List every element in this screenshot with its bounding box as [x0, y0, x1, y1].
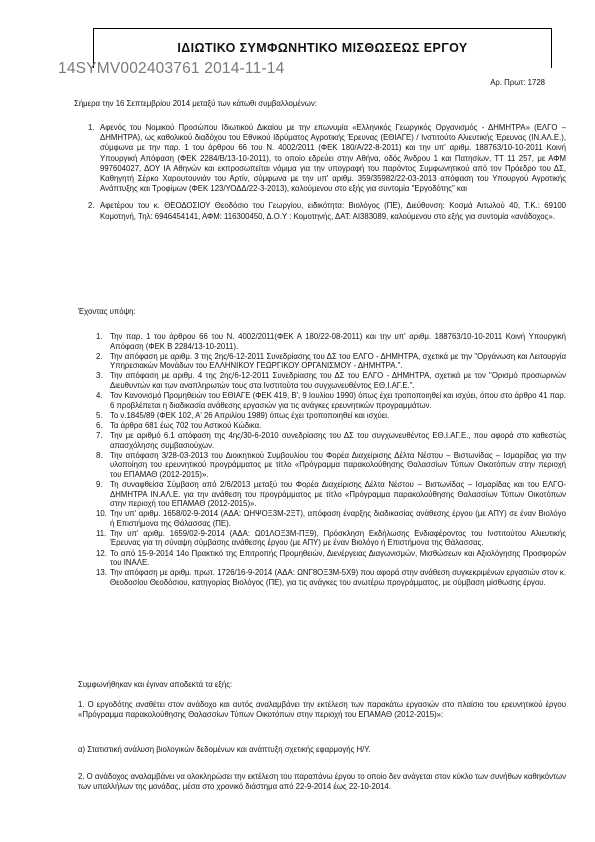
list-item — [96, 480, 566, 509]
party-item — [88, 201, 566, 221]
item-number: 6. — [96, 420, 103, 430]
item-number: 9. — [96, 479, 103, 489]
list-item — [96, 568, 566, 587]
considering-heading: Έχοντας υπόψη: — [78, 307, 136, 316]
item-number: 13. — [96, 568, 107, 578]
item-number: 5. — [96, 410, 103, 420]
agreed-heading: Συμφωνήθηκαν και έγιναν αποδεκτά τα εξής: — [78, 680, 233, 689]
item-text: Το ν.1845/89 (ΦΕΚ 102, Α' 26 Απριλίου 1989) όπως έχει τροποποιηθεί και ισχύει. — [110, 410, 390, 420]
item-number: 4. — [96, 391, 103, 401]
party-text: Αφενός του Νομικού Προσώπου Ιδιωτικού Δικαίου με την επωνυμία «Ελληνικός Γεωργικός Οργανισμός - ΔΗΜΗΤΡΑ» (ΕΛΓΟ – ΔΗΜΗΤΡΑ), ως καθολικού διαδόχου του Εθνικού Ιδρύματος Αγροτικής Έρευνας (ΕΘΙΑΓΕ) / Ινστιτούτο Αλιευτικής Έρευνας (ΙΝ.ΑΛ.Ε.), σύμφωνα με την παρ. 1 του άρθρου 66 του Ν. 4002/2011 (ΦΕΚ 180/Α/22-8-2011) και την υπ' αριθμ. 188763/10-10-2011 Κοινή Υπουργική Απόφαση (ΦΕΚ 2284/Β/13-10-2011), το οποίο εδρεύει στην Αθήνα, οδός Άνδρου 1 και Πατησίων, ΤΤ 11 257, με ΑΦΜ 997604027, ΔΟΥ ΙΑ Αθηνών και εκπροσωπείται νόμιμα για την υπογραφή του παρόντος Συμφωνητικού από τον Πρόεδρο του ΔΣ, Καθηγητή Σέρκο Χαρουτουνιάν του Αρτίν, σύμφωνα με την υπ' αριθμ. 359/35982/22-03-2013 απόφαση του Υπουργού Αγροτικής Ανάπτυξης και Τροφίμων (ΦΕΚ 123/ΥΟΔΔ/22-3-2013), καλούμενου στο εξής για συντομία "Εργοδότης" και — [100, 123, 566, 194]
item-text: Την παρ. 1 του άρθρου 66 του Ν. 4002/2011(ΦΕΚ Α 180/22-08-2011) και την υπ' αριθμ. 188763/10-10-2011 Κοινή Υπουργική Απόφαση (ΦΕΚ Β 2284/13-10-2011). — [110, 332, 566, 351]
list-item — [96, 529, 566, 548]
clause-1: 1. Ο εργοδότης αναθέτει στον ανάδοχο και αυτός αναλαμβάνει την εκτέλεση των παρακάτω εργασιών στο πλαίσιο του ερευνητικού έργου «Πρόγραμμα παρακολούθησης Θαλασσίων Τύπων Οικοτόπων στην περιοχή του ΕΠΑΜΑΘ (2012-2015)»: — [78, 700, 566, 720]
item-text: Την απόφαση με αριθμ. 4 της 2ης/6-12-2011 Συνεδρίασης του ΔΣ του ΕΛΓΟ - ΔΗΜΗΤΡΑ, σχετικά με τον "Ορισμό προσωρινών Διευθυντών και των αναπληρωτών τους στα Ινστιτούτα του συγχωνευθέντος ΕΘ.Ι.ΑΓ.Ε.". — [110, 371, 566, 390]
item-number: 8. — [96, 450, 103, 460]
intro-text: Σήμερα την 16 Σεπτεμβρίου 2014 μεταξύ των κάτωθι συμβαλλομένων: — [74, 99, 317, 108]
item-text: Την υπ' αριθμ. 1659/02-9-2014 (ΑΔΑ: Ω01ΛΟΞ3Μ-ΠΞ9), Πρόσκληση Εκδήλωσης Ενδιαφέροντος του Ινστιτούτου Αλιευτικής Έρευνας για τη σύναψη σύμβασης ανάθεσης έργου (με ΑΠΥ) με έναν Βιολόγο ή Επιστήμονα της Θάλασσας. — [110, 528, 566, 548]
party-text: Αφετέρου του κ. ΘΕΟΔΟΣΙΟΥ Θεοδόσιο του Γεωργίου, ειδικότητα: Βιολόγος (ΠΕ), Διεύθυνση: Κοσμά Αιτωλού 40, Τ.Κ.: 69100 Κομοτηνή, Τηλ: 6946454141, ΑΦΜ: 116300450, Δ.Ο.Υ : Κομοτηνής, ΔΑΤ: ΑΙ383089, καλούμενου στο εξής για συντομία «ανάδοχος». — [100, 201, 566, 221]
party-number: 1. — [88, 123, 95, 132]
item-number: 1. — [96, 332, 103, 341]
list-item — [96, 549, 566, 568]
list-item — [96, 391, 566, 410]
document-stamp: 14SYMV002403761 2014-11-14 — [58, 60, 285, 77]
item-text: Την απόφαση 3/28-03-2013 του Διοικητικού Συμβουλίου του Φορέα Διαχείρισης Δέλτα Νέστου – Βιστωνίδας – Ισμαρίδας για την υλοποίηση του ερευνητικού προγράμματος με τίτλο «Πρόγραμμα παρακολούθησης Θαλασσίων Τύπων Οικοτόπων στην περιοχή του ΕΠΑΜΑΘ (2012-2015)». — [110, 450, 566, 479]
item-number: 7. — [96, 430, 103, 440]
item-text: Την απόφαση με αριθμ. πρωτ. 1726/16-9-2014 (ΑΔΑ: ΩΝΓ8ΟΞ3Μ-5Χ9) που αφορά στην ανάθεση συγκεκριμένων εργασιών στον κ. Θεοδοσίου Θεοδόσιου, κατηγορίας Βιολόγος (ΠΕ), για τις ανάγκες του ανωτέρω προγράμματος, με σύμβαση μίσθωσης έργου. — [110, 568, 566, 587]
item-text: Τη συναφθείσα Σύμβαση από 2/6/2013 μεταξύ του Φορέα Διαχείρισης Δέλτα Νέστου – Βιστωνίδας – Ισμαρίδας και του ΕΛΓΟ-ΔΗΜΗΤΡΑ ΙΝ.ΑΛ.Ε. για την ανάθεση του προγράμματος με τίτλο «Πρόγραμμα παρακολούθησης Θαλασσίων Τύπων Οικοτόπων στην περιοχή του ΕΠΑΜΑΘ (2012-2015)». — [110, 479, 566, 509]
party-number: 2. — [88, 201, 95, 211]
item-text: Την απόφαση με αριθμ. 3 της 2ης/6-12-2011 Συνεδρίασης του ΔΣ του ΕΛΓΟ - ΔΗΜΗΤΡΑ, σχετικά με την "Οργάνωση και Λειτουργία Υπηρεσιακών Μονάδων του ΕΛΛΗΝΙΚΟΥ ΓΕΩΡΓΙΚΟΥ ΟΡΓΑΝΙΣΜΟΥ - ΔΗΜΗΤΡΑ.". — [110, 351, 566, 371]
item-text: Την με αριθμό 6.1 απόφαση της 4ης/30-6-2010 συνεδρίασης του ΔΣ του συγχωνευθέντος ΕΘ.Ι.ΑΓ.Ε., που αφορά στο καθεστώς απασχόλησης συμβασιούχων. — [110, 430, 566, 450]
item-number: 12. — [96, 548, 107, 558]
protocol-number: Αρ. Πρωτ: 1728 — [490, 78, 545, 87]
item-number: 10. — [96, 509, 107, 519]
considerations-list — [96, 332, 566, 588]
list-item — [96, 352, 566, 371]
item-text: Τον Κανονισμό Προμηθειών του ΕΘΙΑΓΕ (ΦΕΚ 419, Β', 9 Ιουλίου 1990) όπως έχει τροποποιηθεί και ισχύει, όπου στο άρθρο 41 παρ. 6 προβλέπεται η διαδικασία ανάθεσης εργασιών για τις ανάγκες ερευνητικών προγραμμάτων. — [110, 391, 566, 410]
list-item — [96, 421, 566, 431]
party-item — [88, 123, 566, 194]
list-item — [96, 371, 566, 390]
clause-2: 2. Ο ανάδοχος αναλαμβάνει να ολοκληρώσει την εκτέλεση του παραπάνω έργου το οποίο δεν ανάγεται στον κύκλο των συνήθων καθηκόντων των υπαλλήλων της μονάδας, μέσα στο χρονικό διάστημα από 22-9-2014 έως 22-10-2014. — [78, 772, 566, 792]
item-number: 2. — [96, 351, 103, 361]
list-item — [96, 332, 566, 351]
list-item — [96, 509, 566, 528]
list-item — [96, 431, 566, 450]
clause-1a: α) Στατιστική ανάλυση βιολογικών δεδομένων και ανάπτυξη σχετικής εφαρμογής Η/Υ. — [78, 745, 371, 754]
item-text: Το από 15-9-2014 14ο Πρακτικό της Επιτροπής Προμηθειών, Διενέργειας Διαγωνισμών, Μισθώσεων και Αξιολόγησης Προσφορών του ΙΝΑΛΕ. — [110, 548, 566, 568]
item-number: 11. — [96, 528, 107, 538]
item-number: 3. — [96, 371, 103, 381]
item-text: Τα άρθρα 681 έως 702 του Αστικού Κώδικα. — [110, 420, 262, 430]
document-title: ΙΔΙΩΤΙΚΟ ΣΥΜΦΩΝΗΤΙΚΟ ΜΙΣΘΩΣΕΩΣ ΕΡΓΟΥ — [177, 41, 468, 55]
list-item — [96, 411, 566, 421]
parties-list — [88, 123, 566, 229]
list-item — [96, 451, 566, 480]
item-text: Την υπ' αριθμ. 1658/02-9-2014 (ΑΔΑ: ΩΗΨΟΞ3Μ-2ΞΤ), απόφαση έναρξης διαδικασίας ανάθεσης έργου (με ΑΠΥ) σε έναν Βιολόγο ή Επιστήμονα της Θάλασσας (ΠΕ). — [110, 509, 566, 528]
